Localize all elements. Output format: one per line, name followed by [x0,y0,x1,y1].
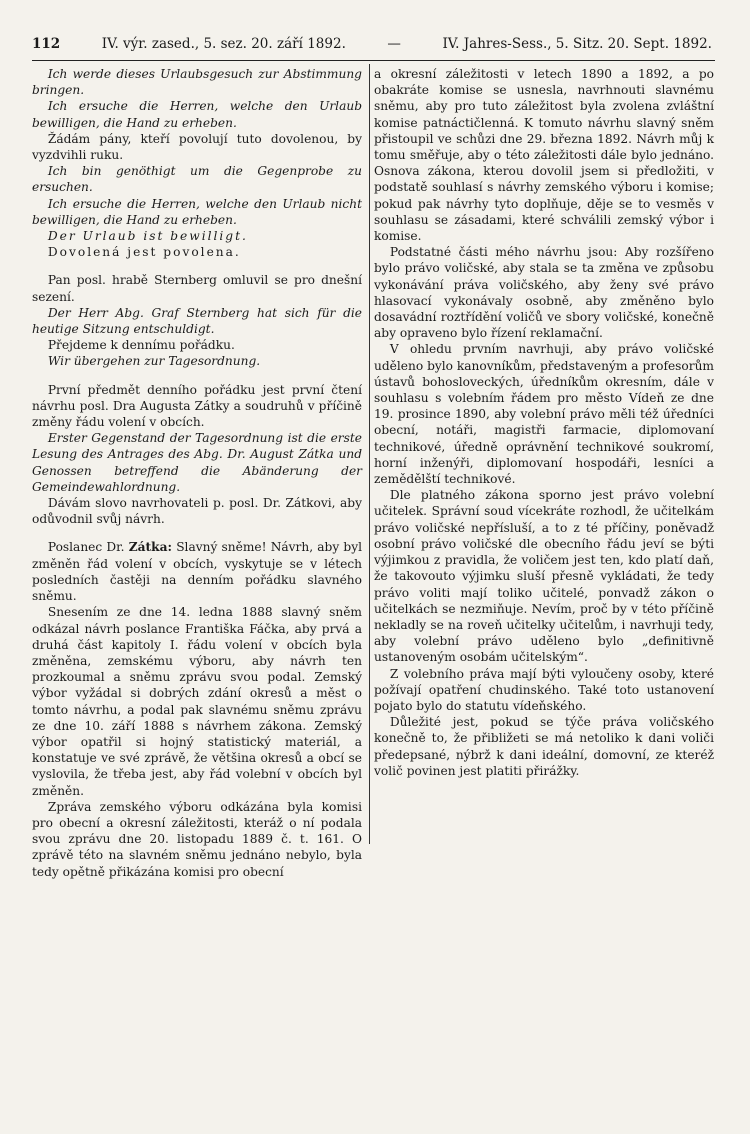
paragraph: Der Urlaub ist bewilligt. [47,229,248,244]
paragraph-gap [32,527,362,539]
header-rule [32,60,715,61]
paragraph: Snesením ze dne 14. ledna 1888 slavný sněm odkázal návrh poslance Františka Fáčka, aby prvá a druhá část kapitoly I. řádu volení v obcích byla změněna, zemskému výboru, aby návrh ten prozkoumal a sněmu zprávu svou podal. Zemský výbor vyžádal si dobrých zdání okresů a měst o tomto návrhu, a podal pak slavnému sněmu zprávu ze dne 10. září 1888 s návrhem zákona. Zemský výbor opatřil si hojný statistický materiál, a konstatuje ve své zprávě, že většina okresů a obcí se vyslovila, že třeba jest, aby řád volební v obcích byl změněn. [32,605,362,798]
paragraph: Der Herr Abg. Graf Sternberg hat sich für die heutige Sitzung entschuldigt. [32,305,362,337]
paragraph: Z volebního práva mají býti vyloučeny osoby, které požívají opatření chudinského. Také toto ustanovení pojato bylo do statutu vídeňského. [374,666,714,713]
paragraph: Podstatné části mého návrhu jsou: Aby rozšířeno bylo právo voličské, aby stala se ta změna ve způsobu vykonávání práva voličského, aby ženy své právo hlasovací vykonávaly osobně, aby změněno bylo dosavádní roztřídění voličů ve sbory voličské, konečně aby opraveno bylo řízení reklamační. [374,245,714,341]
right-column [374,66,714,779]
paragraph: Dle platného zákona sporno jest právo volební učitelek. Správní soud vícekráte rozhodl, že učitelkám právo voličské nepřísluší, a to z té příčiny, poněvadž osobní právo voličské dle obecního řádu jeví se býti výjimkou z pravidla, že voličem jest ten, kdo platí daň, že takovouto výjimku sluší přesně vykládati, že tedy právo voliti mají toliko učitelé, ponvadž zákon o učitelkách se nezmiňuje. Nevím, proč by v této příčině nekladly se na roveň učitelky učitelům, i navrhuji tedy, aby volební právo uděleno bylo „definitivně ustanoveným osobám učitelským“. [374,488,714,665]
header-dash: — [387,36,401,52]
paragraph: Dovolená jest povolena. [47,245,241,260]
paragraph: V ohledu prvním navrhuji, aby právo voličské uděleno bylo kanovníkům, představeným a profesorům ústavů bohosloveckých, úředníkům okresním, dále v souhlasu s volebním řádem pro město Vídeň ze dne 19. prosince 1890, aby volební právo měli též úředníci obecní, notáři, magistři farmacie, diplomovaní technikové, úředně oprávnění technikové soukromí, horní inženýři, diplomovaní hospodáři, lesníci a zemědělští technikové. [374,342,714,487]
page-number: 112 [32,36,61,52]
paragraph: Přejdeme k dennímu pořádku. [47,338,235,353]
left-column [32,66,362,880]
page-header [32,36,712,52]
paragraph-gap [32,370,362,382]
paragraph: Důležité jest, pokud se týče práva voličského konečně to, že přibližeti se má netoliko k dani voliči předepsané, nýbrž k dani ideální, domovní, ze kteréž volič povinen jest platiti přirážky. [374,715,714,778]
paragraph: První předmět denního pořádku jest první čtení návrhu posl. Dra Augusta Zátky a soudruhů v příčině změny řádu volení v obcích. [32,382,362,430]
paragraph: a okresní záležitosti v letech 1890 a 1892, a po obakráte komise se usnesla, navrhnouti slavnému sněmu, aby pro tuto záležitost byla zvolena zvláštní komise patnáctičlenná. K tomuto návrhu slavný sněm přistoupil ve schůzi dne 29. března 1892. Návrh můj k tomu směřuje, aby o této záležitosti dále bylo jednáno. Osnova zákona, kterou dovolil jsem si předložiti, v podstatě souhlasí s návrhy zemského výboru i komise; pokud pak návrhy tyto doplňuje, děje se to vesměs v souhlasu se zásadami, které schválili zemský výbor i komise. [374,67,714,244]
paragraph-gap [32,260,362,272]
column-divider [369,64,370,844]
paragraph: Wir übergehen zur Tagesordnung. [47,354,261,369]
paragraph: Ich bin genöthigt um die Gegenprobe zu ersuchen. [32,164,362,195]
paragraph: Erster Gegenstand der Tagesordnung ist die erste Lesung des Antrages des Abg. Dr. August Zátka und Genossen betreffend die Abänderung der Gemeindewahlordnung. [32,431,362,494]
paragraph: Ich ersuche die Herren, welche den Urlaub bewilligen, die Hand zu erheben. [32,99,362,130]
paragraph: Ich ersuche die Herren, welche den Urlaub nicht bewilligen, die Hand zu erheben. [32,196,362,227]
paragraph: Zpráva zemského výboru odkázána byla komisi pro obecní a okresní záležitosti, kteráž o ní podala svou zprávu dne 20. listopadu 1889 č. t. 161. O zprávě této na slavném sněmu jednáno nebylo, byla tedy opětně přikázána komisi pro obecní [32,799,362,879]
paragraph: Pan posl. hrabě Sternberg omluvil se pro dnešní sezení. [32,273,362,304]
paragraph: Žádám pány, kteří povolují tuto dovolenou, by vyzdvihli ruku. [32,131,362,163]
header-left-czech: IV. výr. zased., 5. sez. 20. září 1892. [101,36,346,52]
paragraph: Ich werde dieses Urlaubsgesuch zur Abstimmung bringen. [32,67,362,98]
paragraph: Poslanec Dr. Zátka: Slavný sněme! Návrh, aby byl změněn řád volení v obcích, vyskytuje se v létech posledních častěji na denním pořádku slavného sněmu. [32,540,362,604]
paragraph: Dávám slovo navrhovateli p. posl. Dr. Zátkovi, aby odůvodnil svůj návrh. [32,496,362,527]
header-right-german: IV. Jahres-Sess., 5. Sitz. 20. Sept. 1892. [442,36,712,52]
